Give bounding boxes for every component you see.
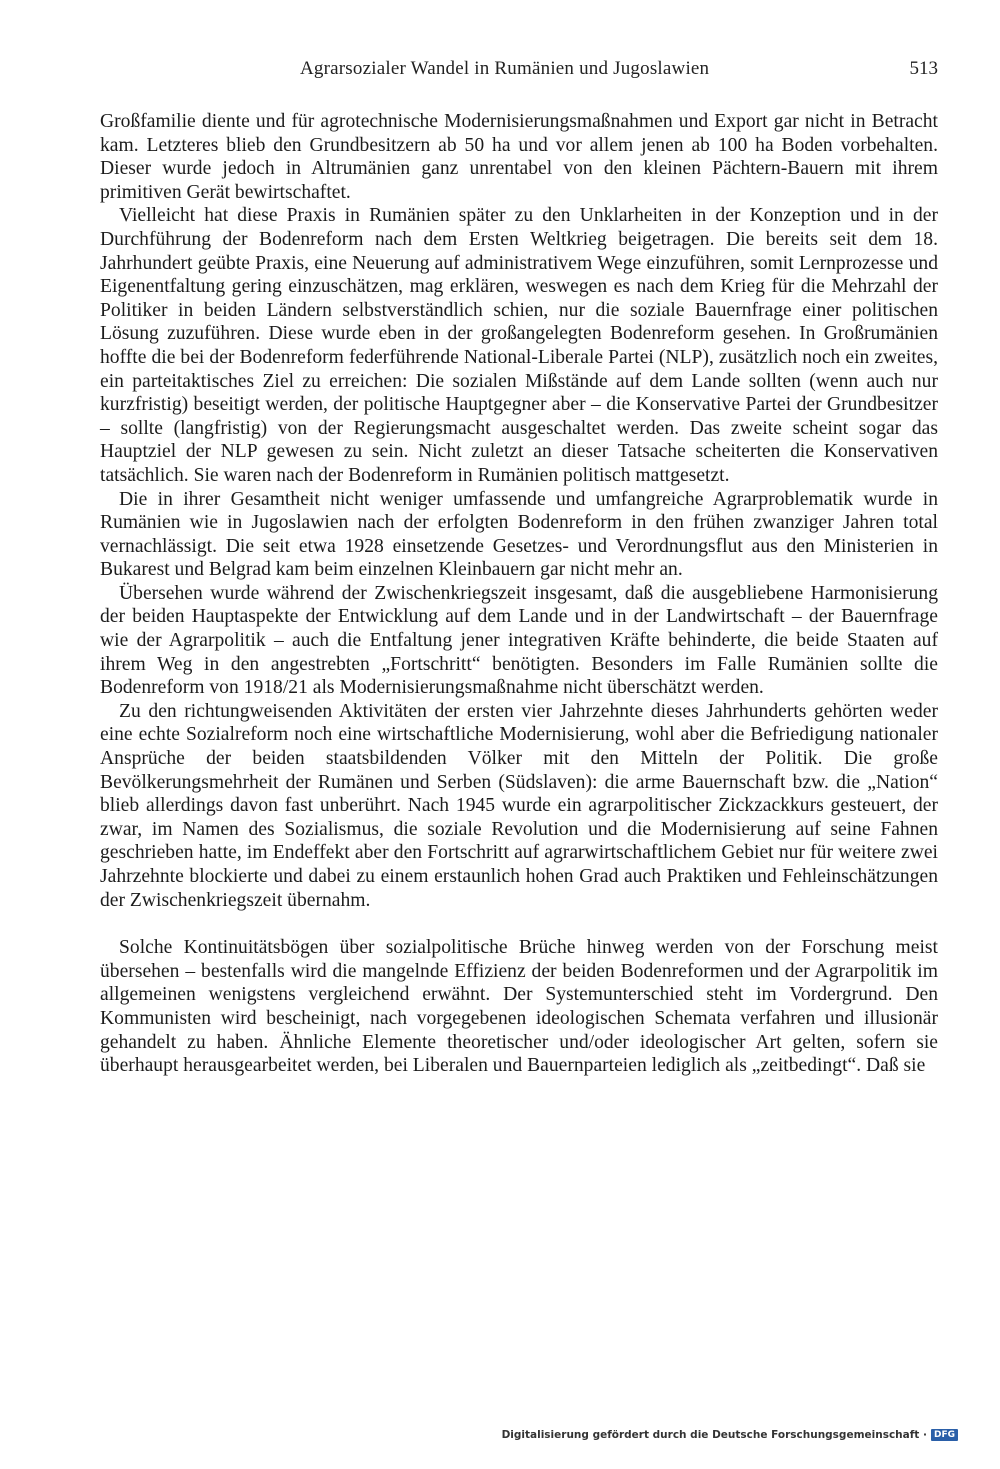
page-number: 513: [909, 58, 938, 79]
credit-text: Digitalisierung gefördert durch die Deutsche Forschungsgemeinschaft ·: [501, 1429, 927, 1441]
body-text: [100, 110, 938, 1078]
paragraph-4: Übersehen wurde während der Zwischenkriegszeit insgesamt, daß die ausgebliebene Harmonisierung der beiden Hauptaspekte der Entwicklung auf dem Lande und in der Landwirtschaft – der Bauernfrage wie der Agrarpolitik – auch die Entfaltung jener integrativen Kräfte behinderte, die beide Staaten auf ihrem Weg in den angestrebten „Fortschritt“ benötigten. Besonders im Falle Rumänien sollte die Bodenreform von 1918/21 als Modernisierungsmaßnahme nicht überschätzt werden.: [100, 582, 938, 699]
paragraph-5: Zu den richtungweisenden Aktivitäten der ersten vier Jahrzehnte dieses Jahrhunderts gehörten weder eine echte Sozialreform noch eine wirtschaftliche Modernisierung, wohl aber die Befriedigung nationaler Ansprüche der beiden staatsbildenden Völker mit den Mitteln der Politik. Die große Bevölkerungsmehrheit der Rumänen und Serben (Südslaven): die arme Bauernschaft bzw. die „Nation“ blieb allerdings davon fast unberührt. Nach 1945 wurde ein agrarpolitischer Zickzackkurs gesteuert, der zwar, im Namen des Sozialismus, die soziale Revolution und die Modernisierung auf seine Fahnen geschrieben hatte, im Endeffekt aber den Fortschritt auf agrarwirtschaftlichem Gebiet nur für weitere zwei Jahrzehnte blockierte und dabei zu einem erstaunlich hohen Grad auch Praktiken und Fehleinschätzungen der Zwischenkriegszeit übernahm.: [100, 700, 938, 911]
paragraph-3: Die in ihrer Gesamtheit nicht weniger umfassende und umfangreiche Agrarproblematik wurde in Rumänien wie in Jugoslawien nach der erfolgten Bodenreform in den frühen zwanziger Jahren total vernachlässigt. Die seit etwa 1928 einsetzende Gesetzes- und Verordnungsflut aus den Ministerien in Bukarest und Belgrad kam beim einzelnen Kleinbauern gar nicht mehr an.: [100, 488, 938, 581]
dfg-logo-icon: DFG: [931, 1429, 958, 1441]
running-header: [100, 58, 938, 86]
running-title: Agrarsozialer Wandel in Rumänien und Jugoslawien: [300, 58, 710, 79]
digitization-credit: [502, 1429, 958, 1441]
paragraph-2: Vielleicht hat diese Praxis in Rumänien später zu den Unklarheiten in der Konzeption und in der Durchführung der Bodenreform nach dem Ersten Weltkrieg beigetragen. Die bereits seit dem 18. Jahrhundert geübte Praxis, eine Neuerung auf administrativem Wege einzuführen, somit Lernprozesse und Eigenentfaltung gering einzuschätzen, mag erklären, weswegen es nach dem Krieg für die Mehrzahl der Politiker in beiden Ländern selbstverständlich schien, nur die soziale Bauernfrage einer politischen Lösung zuzuführen. Diese wurde eben in der großangelegten Bodenreform gesehen. In Großrumänien hoffte die bei der Bodenreform federführende National-Liberale Partei (NLP), zusätzlich noch ein zweites, ein parteitaktisches Ziel zu erreichen: Die sozialen Mißstände auf dem Lande sollten (wenn auch nur kurzfristig) beseitigt werden, der politische Hauptgegner aber – die Konservative Partei der Grundbesitzer – sollte (langfristig) von der Regierungsmacht ausgeschaltet werden. Das zweite scheint sogar das Hauptziel der NLP gewesen zu sein. Nicht zuletzt an dieser Tatsache scheiterten die Konservativen tatsächlich. Sie waren nach der Bodenreform in Rumänien politisch mattgesetzt.: [100, 205, 938, 486]
paragraph-1: Großfamilie diente und für agrotechnische Modernisierungsmaßnahmen und Export gar nicht in Betracht kam. Letzteres blieb den Grundbesitzern ab 50 ha und vor allem jenen ab 100 ha Boden vorbehalten. Dieser wurde jedoch in Altrumänien ganz unrentabel von den kleinen Pächtern-Bauern mit ihrem primitiven Gerät bewirtschaftet.: [100, 111, 938, 203]
paragraph-6: Solche Kontinuitätsbögen über sozialpolitische Brüche hinweg werden von der Forschung meist übersehen – bestenfalls wird die mangelnde Effizienz der beiden Bodenreformen und der Agrarpolitik im allgemeinen wenigstens vergleichend erwähnt. Der Systemunterschied steht im Vordergrund. Den Kommunisten wird bescheinigt, nach vorgegebenen ideologischen Schemata verfahren und illusionär gehandelt zu haben. Ähnliche Elemente theoretischer und/oder ideologischer Art gelten, sofern sie überhaupt herausgearbeitet werden, bei Liberalen und Bauernparteien lediglich als „zeitbedingt“. Daß sie: [100, 937, 938, 1077]
